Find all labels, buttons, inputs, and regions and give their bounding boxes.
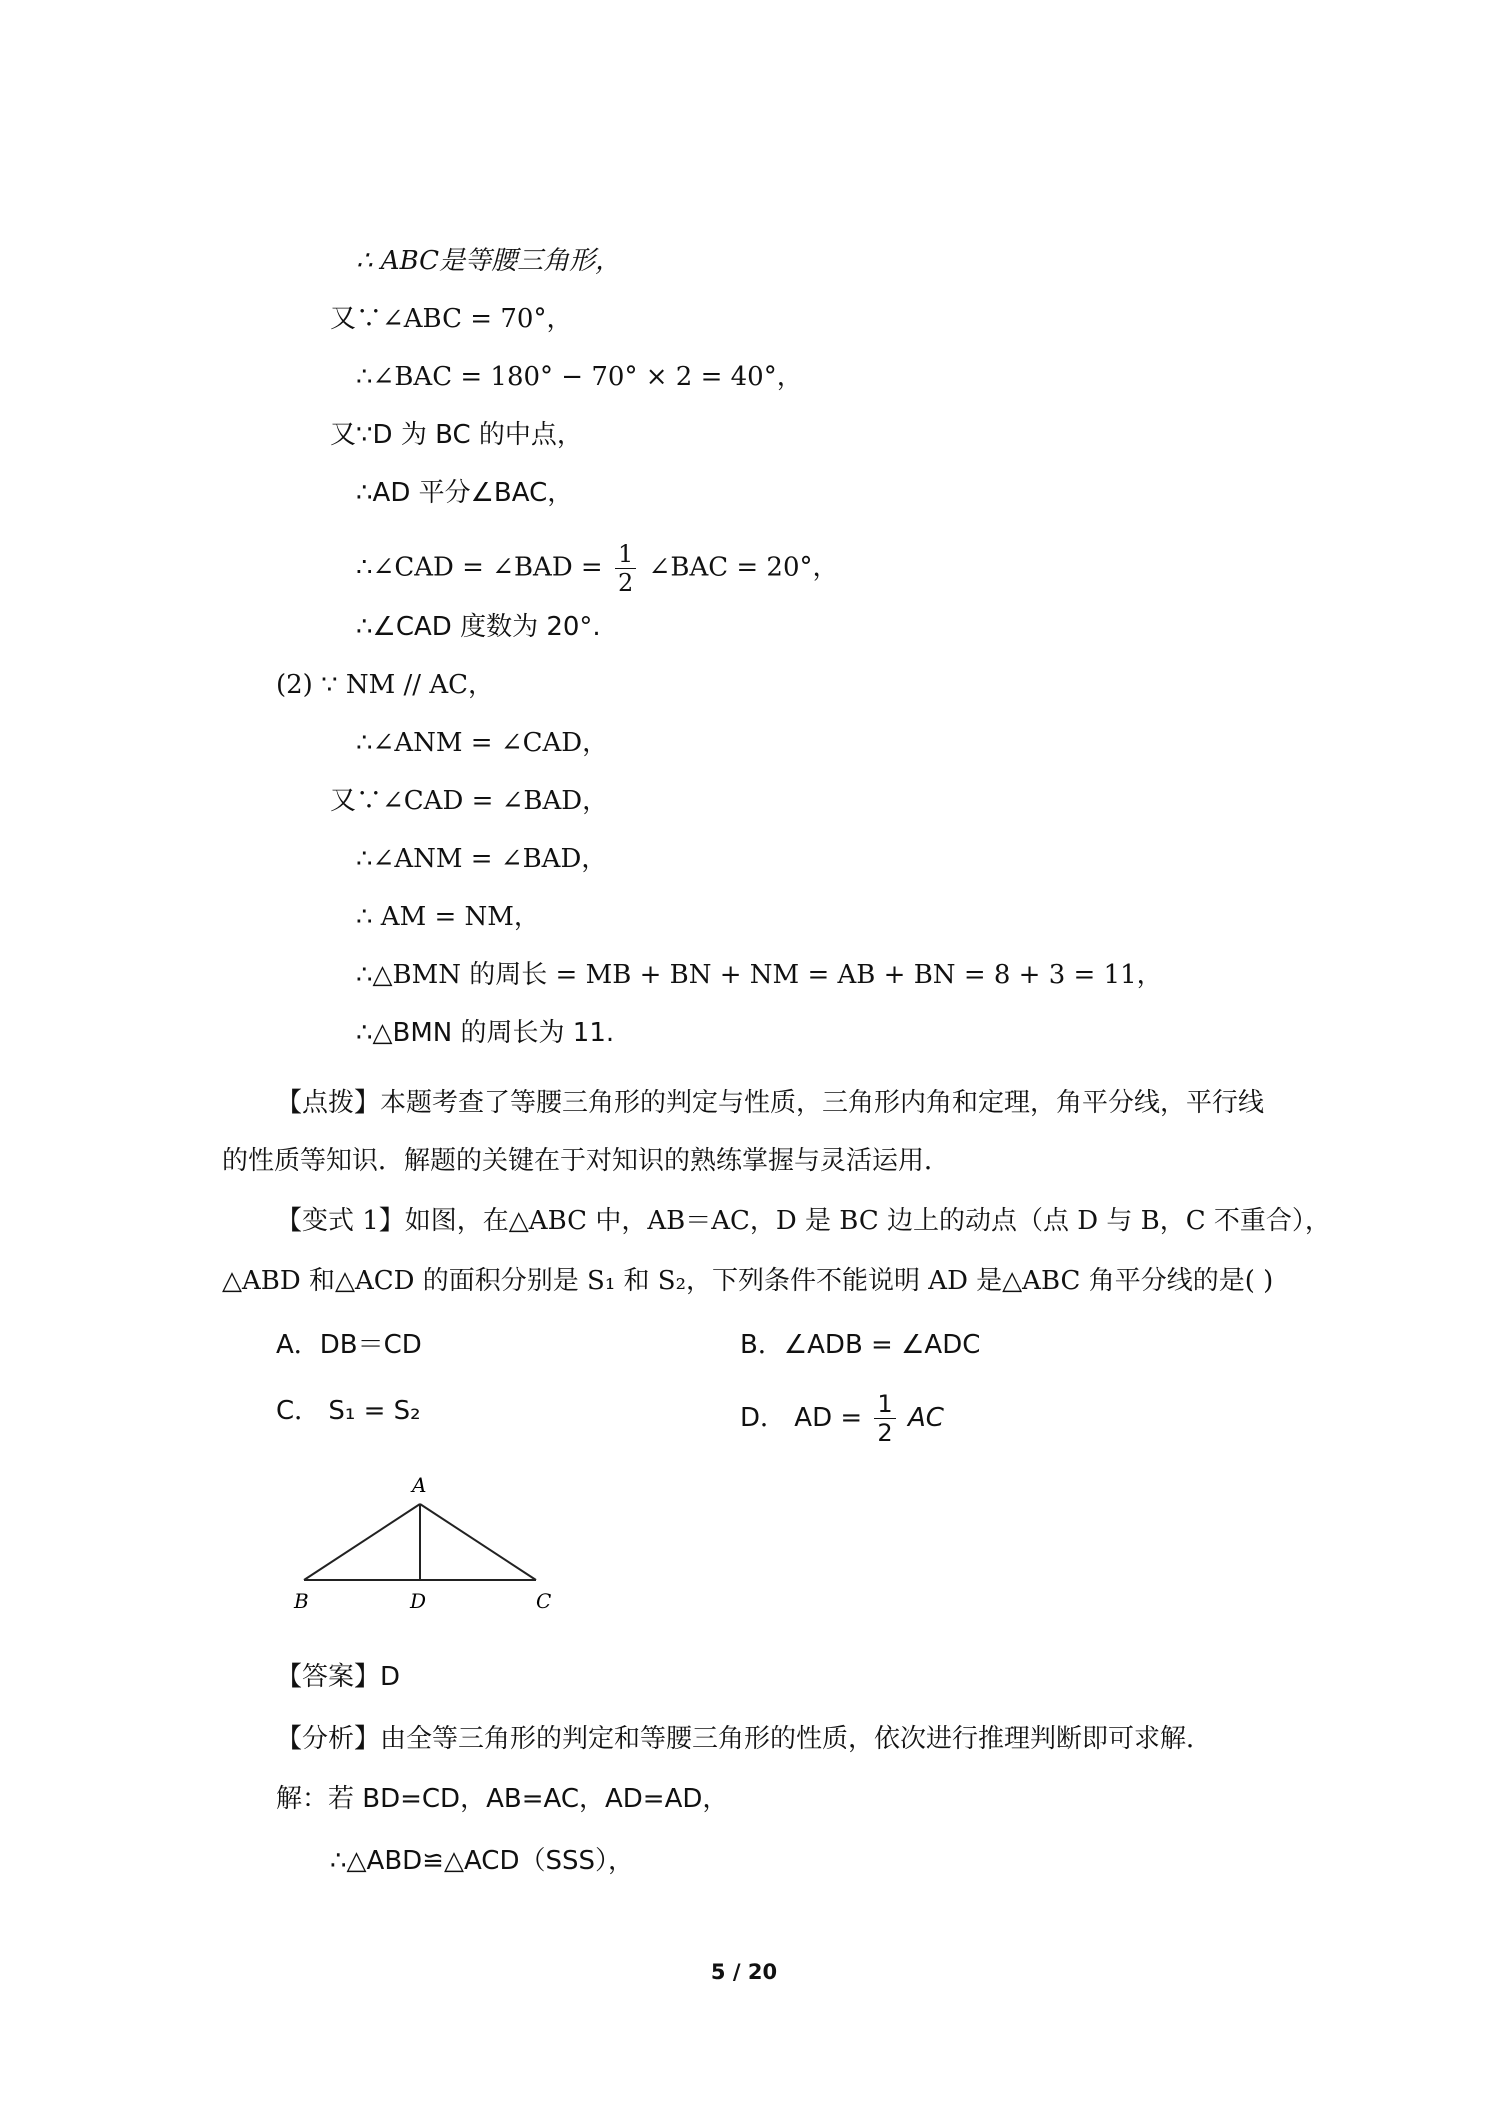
tip-paragraph-line2: 的性质等知识．解题的关键在于对知识的熟练掌握与灵活运用． [222,1146,951,1176]
line-cad-bad-2: 又∵∠CAD = ∠BAD， [330,786,609,816]
line-ad-bisects: ∴AD 平分∠BAC， [356,478,574,508]
line-angle-abc: 又∵∠ABC = 70°， [330,304,573,334]
tip-paragraph-line1: 【点拨】本题考查了等腰三角形的判定与性质，三角形内角和定理，角平分线，平行线 [276,1088,1265,1118]
solution-line2: ∴△ABD≌△ACD（SSS）， [330,1846,634,1876]
option-d-denominator: 2 [877,1419,893,1447]
label-b: B [294,1589,309,1613]
option-d-prefix: D． AD = [740,1403,863,1433]
line-part2-parallel: (2) ∵ NM // AC， [276,670,494,700]
option-d [740,1390,944,1447]
label-a: A [412,1473,427,1497]
line-angle-bac: ∴∠BAC = 180° − 70° × 2 = 40°， [356,362,803,392]
side-ab [304,1504,420,1580]
page-number: 5 / 20 [710,1960,778,1984]
label-d: D [410,1589,427,1613]
variant-question-line2: △ABD 和△ACD 的面积分别是 S₁ 和 S₂，下列条件不能说明 AD 是△ABC 角平分线的是( ) [222,1266,1274,1296]
line-cad-bad-text: ∴∠CAD = ∠BAD = [356,552,603,583]
option-d-fraction [874,1390,895,1447]
line-anm-bad: ∴∠ANM = ∠BAD， [356,844,608,874]
line-anm-cad: ∴∠ANM = ∠CAD， [356,728,609,758]
line-cad-bad [356,540,839,597]
analysis-line: 【分析】由全等三角形的判定和等腰三角形的性质，依次进行推理判断即可求解． [276,1724,1213,1754]
line-cad-degrees: ∴∠CAD 度数为 20°. [356,612,601,642]
fraction-denominator: 2 [618,569,634,597]
answer-line: 【答案】D [276,1662,401,1692]
line-d-midpoint: 又∵D 为 BC 的中点， [330,420,583,450]
line-cad-bad-result: ∠BAC = 20°， [648,552,839,583]
triangle-figure [290,1472,590,1632]
option-d-suffix: AC [907,1403,944,1433]
line-perimeter-result: ∴△BMN 的周长为 11. [356,1018,615,1048]
option-d-numerator: 1 [874,1390,895,1419]
line-perimeter: ∴△BMN 的周长 = MB + BN + NM = AB + BN = 8 + 3 = 11， [356,960,1163,990]
line-abc-isosceles: ∴ ABC是等腰三角形， [356,246,622,276]
option-c: C． S₁ = S₂ [276,1396,421,1426]
option-a: A．DB＝CD [276,1330,422,1360]
line-am-nm: ∴ AM = NM， [356,902,540,932]
option-b: B．∠ADB = ∠ADC [740,1330,981,1360]
label-c: C [536,1589,552,1613]
fraction-half [615,540,636,597]
solution-line1: 解：若 BD=CD，AB=AC，AD=AD， [276,1784,729,1814]
variant-question-line1: 【变式 1】如图，在△ABC 中，AB＝AC，D 是 BC 边上的动点（点 D 与 B，C 不重合）， [276,1206,1331,1236]
fraction-numerator: 1 [615,540,636,569]
side-ac [420,1504,536,1580]
